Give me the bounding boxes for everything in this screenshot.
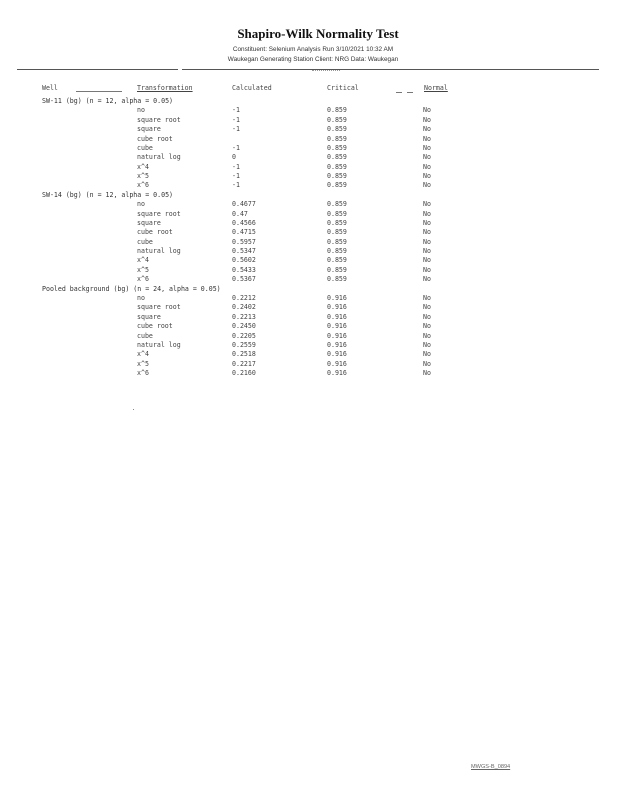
row-critical-value: 0.859 <box>327 237 347 246</box>
row-critical-value: 0.859 <box>327 162 347 171</box>
report-title: Shapiro-Wilk Normality Test <box>237 26 399 41</box>
row-calculated-value: 0.2450 <box>232 322 256 331</box>
row-normal-result: No <box>423 143 431 152</box>
row-calculated-value: 0.5602 <box>232 256 256 265</box>
row-transformation: square <box>137 218 161 227</box>
row-transformation: x^4 <box>137 256 149 265</box>
row-transformation: square root <box>137 115 181 124</box>
row-calculated-value: 0.2160 <box>232 369 256 378</box>
row-critical-value: 0.859 <box>327 228 347 237</box>
row-transformation: square root <box>137 209 181 218</box>
row-critical-value: 0.916 <box>327 303 347 312</box>
row-transformation: cube <box>137 331 153 340</box>
row-normal-result: No <box>423 303 431 312</box>
row-calculated-value: 0.5347 <box>232 247 256 256</box>
row-transformation: no <box>137 293 145 302</box>
row-calculated-value: -1 <box>232 181 240 190</box>
row-transformation: x^5 <box>137 265 149 274</box>
row-calculated-value: 0.2217 <box>232 359 256 368</box>
well-group-label: SW-11 (bg) (n = 12, alpha = 0.05) <box>42 97 174 105</box>
row-normal-result: No <box>423 172 431 181</box>
column-header-transformation: Transformation <box>137 84 193 92</box>
row-calculated-value: 0.2213 <box>232 312 256 321</box>
row-transformation: square root <box>137 303 181 312</box>
row-normal-result: No <box>423 331 431 340</box>
row-transformation: cube root <box>137 322 173 331</box>
row-calculated-value: -1 <box>232 143 240 152</box>
row-calculated-value: 0.4566 <box>232 218 256 227</box>
row-normal-result: No <box>423 106 431 115</box>
row-normal-result: No <box>423 125 431 134</box>
row-critical-value: 0.859 <box>327 200 347 209</box>
row-normal-result: No <box>423 312 431 321</box>
row-calculated-value: 0.5957 <box>232 237 256 246</box>
row-normal-result: No <box>423 134 431 143</box>
row-normal-result: No <box>423 228 431 237</box>
column-header-calculated: Calculated <box>232 84 272 92</box>
row-transformation: x^6 <box>137 369 149 378</box>
row-normal-result: No <box>423 218 431 227</box>
row-calculated-value: 0.4715 <box>232 228 256 237</box>
row-calculated-value: -1 <box>232 115 240 124</box>
row-calculated-value: -1 <box>232 106 240 115</box>
row-critical-value: 0.916 <box>327 340 347 349</box>
row-normal-result: No <box>423 181 431 190</box>
row-critical-value: 0.916 <box>327 369 347 378</box>
well-group-label: Pooled background (bg) (n = 24, alpha = 0.05) <box>42 284 221 293</box>
row-critical-value: 0.916 <box>327 312 347 321</box>
report-subtitle-site: Waukegan Generating Station Client: NRG Data: Waukegan <box>227 56 399 63</box>
row-critical-value: 0.859 <box>327 125 347 134</box>
row-critical-value: 0.859 <box>327 265 347 274</box>
document-id-code: MWGS-B_0894 <box>471 764 511 770</box>
header-underline <box>76 91 122 92</box>
header-underline <box>407 92 413 93</box>
row-transformation: x^4 <box>137 162 149 171</box>
row-transformation: square <box>137 312 161 321</box>
row-critical-value: 0.859 <box>327 153 347 162</box>
well-group-label: SW-14 (bg) (n = 12, alpha = 0.05) <box>42 190 174 199</box>
column-header-normal: Normal <box>424 84 448 92</box>
row-critical-value: 0.859 <box>327 218 347 227</box>
row-calculated-value: 0 <box>232 153 236 162</box>
row-normal-result: No <box>423 115 431 124</box>
row-transformation: no <box>137 106 145 115</box>
row-calculated-value: 0.5433 <box>232 265 256 274</box>
row-normal-result: No <box>423 209 431 218</box>
row-transformation: cube <box>137 237 153 246</box>
row-transformation: natural log <box>137 153 181 162</box>
row-normal-result: No <box>423 265 431 274</box>
row-critical-value: 0.859 <box>327 115 347 124</box>
row-critical-value: 0.916 <box>327 293 347 302</box>
row-calculated-value: 0.2559 <box>232 340 256 349</box>
row-calculated-value: -1 <box>232 162 240 171</box>
row-transformation: x^6 <box>137 181 149 190</box>
row-critical-value: 0.859 <box>327 172 347 181</box>
row-transformation: natural log <box>137 247 181 256</box>
row-normal-result: No <box>423 256 431 265</box>
row-normal-result: No <box>423 359 431 368</box>
row-normal-result: No <box>423 322 431 331</box>
row-transformation: natural log <box>137 340 181 349</box>
row-critical-value: 0.916 <box>327 331 347 340</box>
row-critical-value: 0.859 <box>327 134 347 143</box>
row-transformation: x^6 <box>137 275 149 284</box>
row-calculated-value: 0.5367 <box>232 275 256 284</box>
row-critical-value: 0.859 <box>327 209 347 218</box>
column-header-critical: Critical <box>327 84 359 92</box>
row-critical-value: 0.916 <box>327 359 347 368</box>
row-normal-result: No <box>423 340 431 349</box>
row-normal-result: No <box>423 369 431 378</box>
row-calculated-value: 0.2212 <box>232 293 256 302</box>
header-underline <box>396 92 402 93</box>
row-critical-value: 0.859 <box>327 106 347 115</box>
row-critical-value: 0.859 <box>327 247 347 256</box>
row-normal-result: No <box>423 293 431 302</box>
column-header-well: Well <box>42 84 58 92</box>
row-transformation: x^4 <box>137 350 149 359</box>
row-calculated-value: 0.4677 <box>232 200 256 209</box>
row-calculated-value: -1 <box>232 125 240 134</box>
row-calculated-value: -1 <box>232 172 240 181</box>
row-critical-value: 0.916 <box>327 322 347 331</box>
row-transformation: cube root <box>137 228 173 237</box>
row-critical-value: 0.859 <box>327 143 347 152</box>
row-normal-result: No <box>423 350 431 359</box>
row-transformation: x^5 <box>137 359 149 368</box>
row-normal-result: No <box>423 153 431 162</box>
row-normal-result: No <box>423 200 431 209</box>
row-calculated-value: 0.2402 <box>232 303 256 312</box>
row-calculated-value: 0.2518 <box>232 350 256 359</box>
row-normal-result: No <box>423 237 431 246</box>
header-divider-dotted <box>312 70 340 71</box>
row-transformation: cube root <box>137 134 173 143</box>
row-transformation: cube <box>137 143 153 152</box>
row-critical-value: 0.916 <box>327 350 347 359</box>
header-divider-left <box>17 69 178 70</box>
header-divider-right <box>182 69 599 70</box>
report-subtitle-constituent: Constituent: Selenium Analysis Run 3/10/2021 10:32 AM <box>232 46 394 53</box>
row-critical-value: 0.859 <box>327 256 347 265</box>
row-critical-value: 0.859 <box>327 275 347 284</box>
row-calculated-value: 0.2205 <box>232 331 256 340</box>
row-transformation: square <box>137 125 161 134</box>
stray-mark <box>133 409 134 410</box>
row-normal-result: No <box>423 247 431 256</box>
row-normal-result: No <box>423 275 431 284</box>
row-transformation: no <box>137 200 145 209</box>
row-transformation: x^5 <box>137 172 149 181</box>
row-calculated-value: 0.47 <box>232 209 248 218</box>
row-normal-result: No <box>423 162 431 171</box>
row-critical-value: 0.859 <box>327 181 347 190</box>
